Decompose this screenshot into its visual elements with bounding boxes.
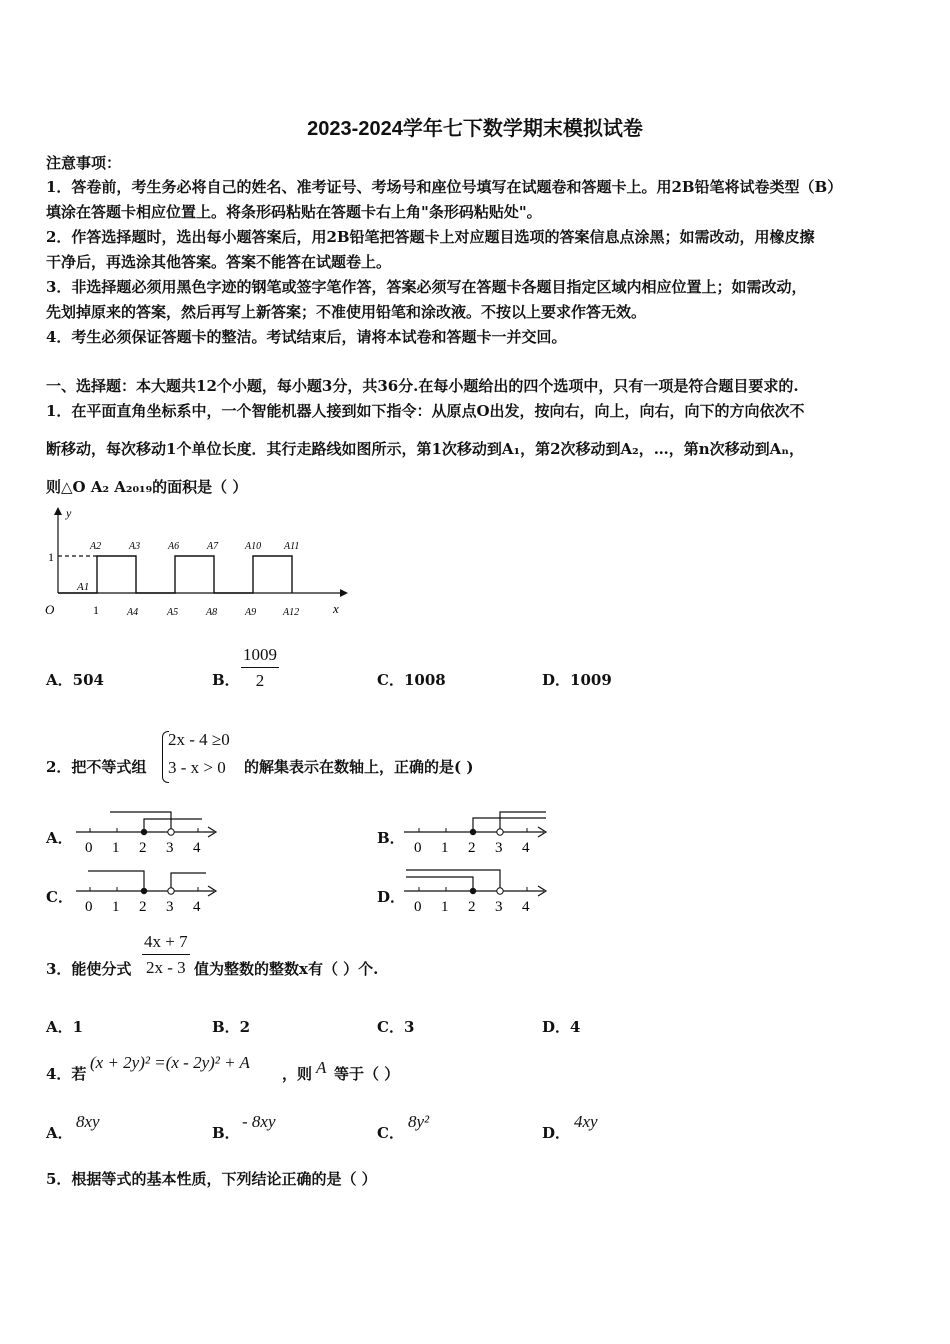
point-label: A11 xyxy=(284,541,300,552)
option-b-fraction[interactable] xyxy=(241,645,279,691)
q4-mid: ，则 xyxy=(282,1065,313,1083)
point-label: A5 xyxy=(167,607,179,618)
notice-line: 先划掉原来的答案，然后再写上新答案；不准使用铅笔和涂改液。不按以上要求作答无效。 xyxy=(46,303,647,321)
option-b-expr[interactable]: - 8xy xyxy=(242,1112,276,1131)
origin-label: O xyxy=(45,602,55,617)
tick-label: 2 xyxy=(468,899,476,915)
page-title: 2023-2024学年七下数学期末模拟试卷 xyxy=(307,118,643,140)
option-d-label[interactable]: D． xyxy=(377,888,406,906)
option-c-label[interactable]: C． xyxy=(46,888,73,906)
notice-line: 3．非选择题必须用黑色字迹的钢笔或签字笔作答，答案必须写在答题卡各题目指定区域内相应位置上；如需改动， xyxy=(46,278,807,296)
x-tick-1: 1 xyxy=(93,603,99,617)
q1-line1: 1．在平面直角坐标系中，一个智能机器人接到如下指令：从原点O出发，按向右，向上，向右，向下的方向依次不 xyxy=(46,402,805,420)
y-tick-1: 1 xyxy=(48,550,54,564)
point-label: A12 xyxy=(283,607,300,618)
option-c[interactable]: C．1008 xyxy=(377,671,446,689)
option-c-expr[interactable]: 8y² xyxy=(408,1112,430,1131)
notice-line: 填涂在答题卡相应位置上。将条形码粘贴在答题卡右上角"条形码粘贴处"。 xyxy=(46,203,542,221)
tick-label: 2 xyxy=(139,899,147,915)
option-a[interactable]: A．504 xyxy=(46,671,104,689)
point-label: A2 xyxy=(90,541,102,552)
q3-suffix: 值为整数的整数x有（ ）个. xyxy=(194,960,379,978)
q4-prefix: 4．若 xyxy=(46,1065,87,1083)
q3-fraction xyxy=(142,932,190,978)
notice-line: 干净后，再选涂其他答案。答案不能答在试题卷上。 xyxy=(46,253,392,271)
tick-label: 4 xyxy=(193,899,201,915)
tick-label: 4 xyxy=(193,840,201,856)
option-a-label[interactable]: A． xyxy=(46,829,73,847)
option-b[interactable]: B．2 xyxy=(212,1018,251,1036)
tick-label: 2 xyxy=(468,840,476,856)
tick-label: 2 xyxy=(139,840,147,856)
notice-line: 2．作答选择题时，选出每小题答案后，用2B铅笔把答题卡上对应题目选项的答案信息点涂黑；如需改动，用橡皮擦 xyxy=(46,228,815,246)
option-a[interactable]: A．1 xyxy=(46,1018,84,1036)
tick-label: 0 xyxy=(85,840,93,856)
notice-line: 1．答卷前，考生务必将自己的姓名、准考证号、考场号和座位号填写在试题卷和答题卡上。用2B铅笔将试卷类型（B） xyxy=(46,178,843,196)
point-label: A1 xyxy=(77,581,90,593)
number-line-a[interactable] xyxy=(72,808,222,856)
point-label: A6 xyxy=(168,541,180,552)
point-label: A3 xyxy=(129,541,141,552)
tick-label: 1 xyxy=(112,840,120,856)
fraction-numerator: 4x + 7 xyxy=(142,932,190,955)
x-axis-label: x xyxy=(333,601,339,616)
point-label: A9 xyxy=(245,607,257,618)
section-heading: 一、选择题：本大题共12个小题，每小题3分，共36分.在每小题给出的四个选项中，只有一项是符合题目要求的. xyxy=(46,377,799,395)
fraction-denominator: 2x - 3 xyxy=(145,958,186,977)
option-a-expr[interactable]: 8xy xyxy=(76,1112,100,1131)
q1-line3: 则△O A₂ A₂₀₁₉的面积是（ ） xyxy=(46,478,248,496)
q2-prefix: 2．把不等式组 xyxy=(46,758,147,776)
point-label: A4 xyxy=(127,607,139,618)
tick-label: 3 xyxy=(495,840,503,856)
option-d[interactable]: D．4 xyxy=(542,1018,581,1036)
number-line-b[interactable] xyxy=(400,808,552,856)
inequality-2: 3 - x > 0 xyxy=(168,758,226,777)
option-b-label[interactable]: B． xyxy=(377,829,405,847)
tick-label: 1 xyxy=(441,899,449,915)
tick-label: 4 xyxy=(522,899,530,915)
point-label: A7 xyxy=(207,541,219,552)
tick-label: 1 xyxy=(112,899,120,915)
tick-label: 0 xyxy=(85,899,93,915)
option-d-label[interactable]: D． xyxy=(542,1124,571,1142)
q5-text: 5．根据等式的基本性质，下列结论正确的是（ ） xyxy=(46,1170,377,1188)
notice-line: 4．考生必须保证答题卡的整洁。考试结束后，请将本试卷和答题卡一并交回。 xyxy=(46,328,567,346)
q3-prefix: 3．能使分式 xyxy=(46,960,132,978)
point-label: A10 xyxy=(245,541,262,552)
q4-equation: (x + 2y)² =(x - 2y)² + A xyxy=(90,1053,250,1072)
tick-label: 3 xyxy=(166,840,174,856)
fraction-denominator: 2 xyxy=(255,671,265,690)
q4-variable: A xyxy=(316,1058,327,1077)
point-label: A8 xyxy=(206,607,218,618)
q4-suffix: 等于（ ） xyxy=(334,1065,400,1083)
number-line-d[interactable] xyxy=(400,867,552,915)
y-axis-label: y xyxy=(66,506,72,520)
option-b-label[interactable]: B． xyxy=(212,1124,240,1142)
option-d-expr[interactable]: 4xy xyxy=(574,1112,598,1131)
option-b-label[interactable]: B． xyxy=(212,671,240,689)
tick-label: 4 xyxy=(522,840,530,856)
option-c-label[interactable]: C． xyxy=(377,1124,404,1142)
number-line-c[interactable] xyxy=(72,867,222,915)
fraction-numerator: 1009 xyxy=(241,645,279,668)
tick-label: 3 xyxy=(166,899,174,915)
q1-path-figure xyxy=(40,503,350,625)
q1-line2: 断移动，每次移动1个单位长度．其行走路线如图所示，第1次移动到A₁，第2次移动到A₂，…，第n次移动到Aₙ， xyxy=(46,440,805,458)
tick-label: 3 xyxy=(495,899,503,915)
tick-label: 0 xyxy=(414,899,422,915)
inequality-1: 2x - 4 ≥0 xyxy=(168,730,230,749)
notice-heading: 注意事项： xyxy=(46,154,122,172)
option-d[interactable]: D．1009 xyxy=(542,671,612,689)
q2-suffix: 的解集表示在数轴上，正确的是( ) xyxy=(244,758,474,776)
tick-label: 0 xyxy=(414,840,422,856)
tick-label: 1 xyxy=(441,840,449,856)
option-a-label[interactable]: A． xyxy=(46,1124,73,1142)
option-c[interactable]: C．3 xyxy=(377,1018,415,1036)
